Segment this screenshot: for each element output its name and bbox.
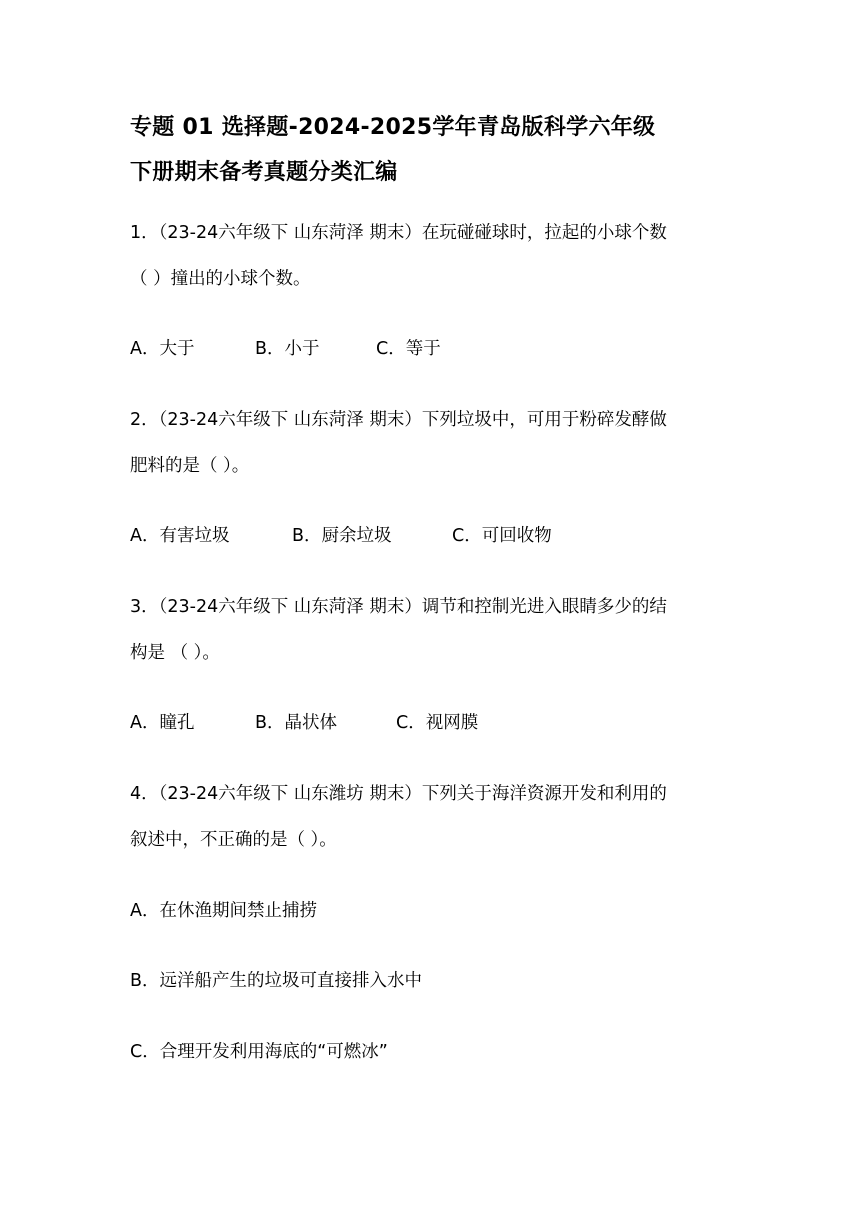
question-3-option-b: B．晶状体 — [255, 713, 338, 733]
question-3-option-c: C．视网膜 — [396, 713, 479, 733]
question-1-option-b: B．小于 — [255, 339, 320, 359]
question-3-stem-line-2: 构是 （ ）。 — [130, 643, 220, 663]
question-2-option-b: B．厨余垃圾 — [292, 526, 392, 546]
question-2-option-a: A．有害垃圾 — [130, 526, 230, 546]
question-2-option-c: C．可回收物 — [452, 526, 552, 546]
document-title-line-1: 专题 01 选择题-2024-2025学年青岛版科学六年级 — [130, 115, 656, 140]
question-1-option-a: A．大于 — [130, 339, 195, 359]
document-title-line-2: 下册期末备考真题分类汇编 — [130, 160, 398, 185]
question-1-stem-line-2: （ ）撞出的小球个数。 — [130, 269, 311, 289]
question-3-stem-line-1: 3．（23-24六年级下 山东菏泽 期末）调节和控制光进入眼睛多少的结 — [130, 597, 667, 617]
question-4-stem-line-2: 叙述中，不正确的是（ ）。 — [130, 830, 337, 850]
question-2-stem-line-2: 肥料的是（ ）。 — [130, 456, 250, 476]
question-1-option-c: C．等于 — [376, 339, 441, 359]
question-2-stem-line-1: 2．（23-24六年级下 山东菏泽 期末）下列垃圾中，可用于粉碎发酵做 — [130, 410, 667, 430]
question-4-option-b: B．远洋船产生的垃圾可直接排入水中 — [130, 971, 423, 991]
question-4-option-a: A．在休渔期间禁止捕捞 — [130, 901, 317, 921]
question-1-stem-line-1: 1．（23-24六年级下 山东菏泽 期末）在玩碰碰球时，拉起的小球个数 — [130, 223, 667, 243]
question-4-option-c: C．合理开发利用海底的“可燃冰” — [130, 1042, 388, 1062]
question-3-option-a: A．瞳孔 — [130, 713, 195, 733]
question-4-stem-line-1: 4．（23-24六年级下 山东潍坊 期末）下列关于海洋资源开发和利用的 — [130, 784, 667, 804]
